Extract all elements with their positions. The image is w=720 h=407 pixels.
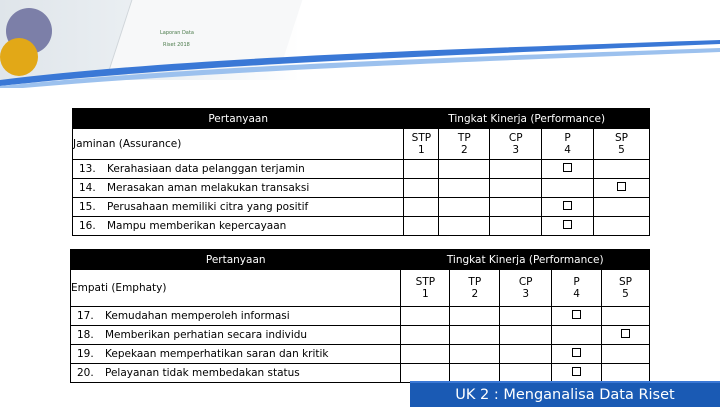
scale-number: 4	[573, 288, 580, 300]
scale-abbr: STP	[411, 132, 432, 144]
rating-cell	[594, 217, 650, 236]
scale-header-p	[542, 129, 594, 160]
question-number: 19.	[77, 348, 94, 360]
banner-wave-decoration	[0, 0, 720, 88]
rating-cell	[542, 198, 594, 217]
rating-cell	[404, 179, 439, 198]
scale-number: 4	[564, 144, 571, 156]
question-cell	[73, 179, 404, 198]
header-banner	[0, 0, 720, 88]
checkbox-icon	[563, 201, 572, 210]
rating-cell	[500, 364, 552, 383]
question-text: Memberikan perhatian secara individu	[105, 329, 308, 341]
question-cell	[73, 160, 404, 179]
scale-number: 2	[460, 144, 468, 156]
scale-number: 3	[512, 144, 520, 156]
rating-cell	[450, 307, 500, 326]
rating-cell	[500, 307, 552, 326]
scale-header-p	[552, 270, 602, 307]
table-row	[73, 217, 650, 236]
table-row	[73, 179, 650, 198]
rating-cell	[404, 160, 439, 179]
scale-header-sp	[594, 129, 650, 160]
rating-cell	[552, 326, 602, 345]
question-text: Kepekaan memperhatikan saran dan kritik	[105, 348, 329, 360]
rating-cell	[404, 217, 439, 236]
question-number: 20.	[77, 367, 94, 379]
rating-cell	[552, 345, 602, 364]
footer-title-banner: UK 2 : Menganalisa Data Riset	[410, 381, 720, 407]
question-number: 15.	[79, 201, 96, 213]
rating-cell	[594, 179, 650, 198]
rating-cell	[490, 217, 542, 236]
scale-number: 3	[522, 288, 530, 300]
table-row	[71, 326, 650, 345]
rating-cell	[401, 345, 450, 364]
rating-cell	[401, 307, 450, 326]
rating-cell	[500, 345, 552, 364]
rating-cell	[602, 345, 650, 364]
rating-cell	[552, 364, 602, 383]
banner-mini-text-2: Riset 2018	[163, 42, 190, 48]
table-row	[71, 307, 650, 326]
question-cell	[71, 364, 401, 383]
scale-abbr: P	[573, 276, 580, 288]
rating-cell	[490, 160, 542, 179]
scale-abbr: P	[564, 132, 571, 144]
question-cell	[71, 345, 401, 364]
question-text: Kerahasiaan data pelanggan terjamin	[107, 163, 305, 175]
rating-cell	[450, 345, 500, 364]
question-header: Pertanyaan	[71, 250, 401, 270]
question-cell	[73, 198, 404, 217]
question-cell	[71, 307, 401, 326]
scale-abbr: SP	[615, 132, 629, 144]
question-text: Pelayanan tidak membedakan status	[105, 367, 300, 379]
question-header: Pertanyaan	[73, 109, 404, 129]
performance-header: Tingkat Kinerja (Performance)	[401, 250, 650, 270]
rating-cell	[439, 179, 490, 198]
scale-abbr: CP	[518, 276, 533, 288]
question-cell	[73, 217, 404, 236]
rating-cell	[542, 160, 594, 179]
scale-header-sp	[602, 270, 650, 307]
rating-cell	[450, 326, 500, 345]
rating-cell	[602, 364, 650, 383]
checkbox-icon	[572, 310, 581, 319]
rating-cell	[439, 198, 490, 217]
table-row	[71, 345, 650, 364]
dimension-label: Empati (Emphaty)	[71, 270, 401, 307]
scale-number: 2	[471, 288, 479, 300]
performance-header: Tingkat Kinerja (Performance)	[404, 109, 650, 129]
scale-abbr: CP	[508, 132, 523, 144]
question-text: Kemudahan memperoleh informasi	[105, 310, 290, 322]
table-row	[73, 160, 650, 179]
rating-cell	[552, 307, 602, 326]
rating-cell	[401, 364, 450, 383]
scale-number: 5	[618, 144, 625, 156]
rating-cell	[594, 160, 650, 179]
rating-cell	[404, 198, 439, 217]
question-number: 17.	[77, 310, 94, 322]
table-row	[71, 364, 650, 383]
rating-cell	[500, 326, 552, 345]
question-number: 13.	[79, 163, 96, 175]
checkbox-icon	[621, 329, 630, 338]
question-number: 14.	[79, 182, 96, 194]
checkbox-icon	[572, 348, 581, 357]
scale-number: 1	[418, 144, 425, 156]
rating-cell	[602, 307, 650, 326]
rating-cell	[439, 160, 490, 179]
question-text: Perusahaan memiliki citra yang positif	[107, 201, 309, 213]
scale-header-cp	[490, 129, 542, 160]
checkbox-icon	[563, 163, 572, 172]
scale-abbr: TP	[468, 276, 482, 288]
dimension-label: Jaminan (Assurance)	[73, 129, 404, 160]
rating-cell	[602, 326, 650, 345]
rating-cell	[439, 217, 490, 236]
scale-abbr: SP	[619, 276, 633, 288]
empathy-table	[70, 249, 650, 383]
rating-cell	[490, 198, 542, 217]
rating-cell	[401, 326, 450, 345]
scale-header-cp	[500, 270, 552, 307]
scale-header-tp	[450, 270, 500, 307]
scale-header-tp	[439, 129, 490, 160]
rating-cell	[490, 179, 542, 198]
question-number: 16.	[79, 220, 96, 232]
checkbox-icon	[572, 367, 581, 376]
question-text: Mampu memberikan kepercayaan	[107, 220, 287, 232]
scale-header-stp	[404, 129, 439, 160]
rating-cell	[594, 198, 650, 217]
rating-cell	[450, 364, 500, 383]
question-cell	[71, 326, 401, 345]
banner-mini-text-1: Laporan Data	[160, 30, 194, 36]
scale-abbr: TP	[457, 132, 471, 144]
scale-number: 5	[622, 288, 629, 300]
table-row	[73, 198, 650, 217]
question-text: Merasakan aman melakukan transaksi	[107, 182, 310, 194]
question-number: 18.	[77, 329, 94, 341]
scale-abbr: STP	[415, 276, 436, 288]
scale-number: 1	[422, 288, 429, 300]
rating-cell	[542, 179, 594, 198]
checkbox-icon	[617, 182, 626, 191]
checkbox-icon	[563, 220, 572, 229]
rating-cell	[542, 217, 594, 236]
assurance-table	[72, 108, 650, 236]
scale-header-stp	[401, 270, 450, 307]
